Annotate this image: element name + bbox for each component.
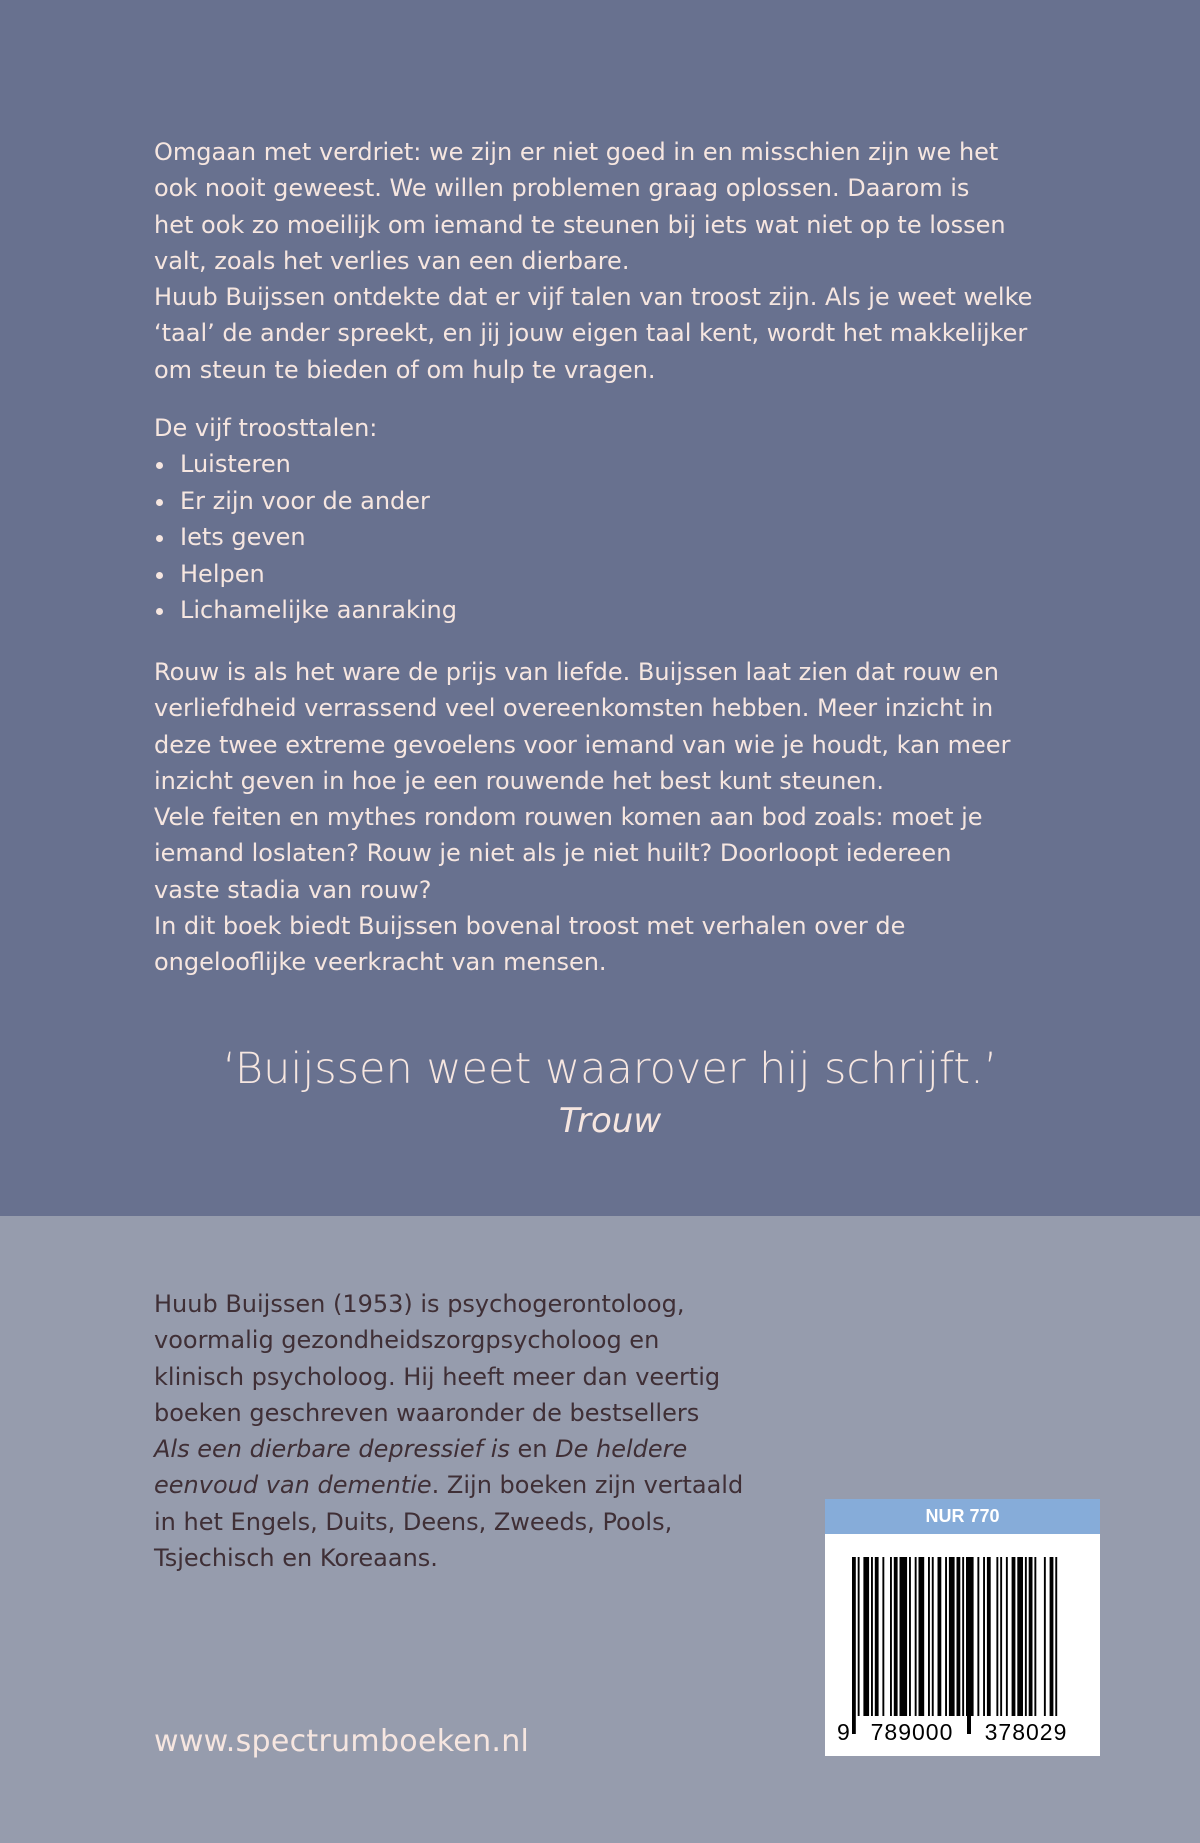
barcode-bar [977,1557,979,1734]
bio-line: Tsjechisch en Koreaans. [154,1544,438,1573]
barcode-bar [858,1557,860,1734]
barcode-bar [962,1557,964,1734]
list-item: Iets geven [154,519,457,556]
book-title-dementie-part-2: eenvoud van dementie [154,1471,432,1500]
quote-source: Trouw [558,1101,662,1141]
barcode-bar [909,1557,911,1734]
barcode-bar [1025,1557,1027,1734]
body-line: ongelooflijke veerkracht van mensen. [154,948,607,977]
isbn-group-right: 378029 [971,1716,1081,1748]
review-quote: ‘Buijssen weet waarover hij schrijft.’ [222,1044,998,1094]
body-line: iemand loslaten? Rouw je niet als je niet huilt? Doorloopt iedereen [154,839,952,868]
body-paragraph [154,654,1074,981]
barcode-bar [894,1557,898,1734]
barcode-bar [1029,1557,1033,1734]
barcode-bar [1044,1557,1046,1734]
barcode-bar [1017,1557,1023,1734]
barcode-bar [1006,1557,1008,1734]
bio-connector: en [509,1435,556,1464]
publisher-website[interactable]: www.spectrumboeken.nl [154,1724,530,1759]
body-line: In dit boek biedt Buijssen bovenal troost met verhalen over de [154,912,906,941]
barcode-bar [996,1557,998,1734]
barcode-bar [987,1557,991,1734]
list-item: Helpen [154,556,457,593]
nur-code: NUR 770 [825,1499,1100,1534]
intro-line: Omgaan met verdriet: we zijn er niet goed in en misschien zijn we het [154,138,999,166]
barcode-bar [966,1557,974,1734]
bio-line: klinisch psycholoog. Hij heeft meer dan veertig [154,1362,721,1391]
barcode-image [825,1534,1100,1734]
barcode-bar [852,1557,856,1734]
barcode-bar [900,1557,908,1734]
barcode-bar [1000,1557,1002,1734]
body-line: Vele feiten en mythes rondom rouwen komen aan bod zoals: moet je [154,803,983,832]
barcode-bar [1055,1557,1057,1734]
body-line: inzicht geven in hoe je een rouwende het best kunt steunen. [154,766,884,795]
barcode-bar [882,1557,884,1734]
intro-line: het ook zo moeilijk om iemand te steunen bij iets wat niet op te lossen [154,210,1006,239]
barcode-bar [875,1557,879,1734]
isbn-first-digit: 9 [837,1716,850,1748]
intro-line: ‘taal’ de ander spreekt, en jij jouw eigen taal kent, wordt het makkelijker [154,319,1028,348]
isbn-number [825,1716,1100,1748]
author-bio [154,1286,754,1576]
barcode-bar [890,1557,892,1734]
barcode-bar [1050,1557,1054,1734]
barcode-bar [949,1557,955,1734]
body-line: verliefdheid verrassend veel overeenkomsten hebben. Meer inzicht in [154,694,994,723]
bio-line: in het Engels, Duits, Deens, Zweeds, Pools, [154,1507,673,1536]
barcode-bar [919,1557,925,1734]
intro-line: om steun te bieden of om hulp te vragen. [154,355,656,384]
list-heading: De vijf troosttalen: [154,414,378,442]
bio-line: boeken geschreven waaronder de bestsellers [154,1398,700,1427]
book-title-dementie-part-1: De heldere [555,1435,688,1464]
barcode-box [825,1499,1100,1756]
intro-line: valt, zoals het verlies van een dierbare. [154,246,630,275]
barcode-bar [945,1557,947,1734]
barcode-bar [863,1557,869,1734]
body-line: Rouw is als het ware de prijs van liefde. Buijssen laat zien dat rouw en [154,658,999,686]
list-item: Luisteren [154,446,457,483]
barcode-bar [1034,1557,1036,1734]
body-line: deze twee extreme gevoelens voor iemand van wie je houdt, kan meer [154,730,1011,759]
barcode-bar [1012,1557,1016,1734]
list-item: Er zijn voor de ander [154,483,457,520]
bio-line: Huub Buijssen (1953) is psychogerontoloog, [154,1290,685,1318]
barcode-bar [938,1557,942,1734]
bio-line: voormalig gezondheidszorgpsycholoog en [154,1326,660,1355]
book-title-depressief: Als een dierbare depressief is [154,1435,510,1464]
barcode-bar [928,1557,930,1734]
list-item: Lichamelijke aanraking [154,592,457,629]
intro-line: Huub Buijssen ontdekte dat er vijf talen van troost zijn. Als je weet welke [154,283,1033,312]
intro-paragraph [154,134,1074,388]
bio-line: . Zijn boeken zijn vertaald [431,1471,744,1500]
barcode-bar [871,1557,873,1734]
isbn-group-left: 789000 [857,1716,967,1748]
troosttalen-list [154,446,457,629]
barcode-bar [983,1557,985,1734]
body-line: vaste stadia van rouw? [154,875,432,904]
barcode-bar [932,1557,934,1734]
intro-line: ook nooit geweest. We willen problemen graag oplossen. Daarom is [154,174,970,203]
barcode-bar [915,1557,917,1734]
barcode-bar [957,1557,961,1734]
